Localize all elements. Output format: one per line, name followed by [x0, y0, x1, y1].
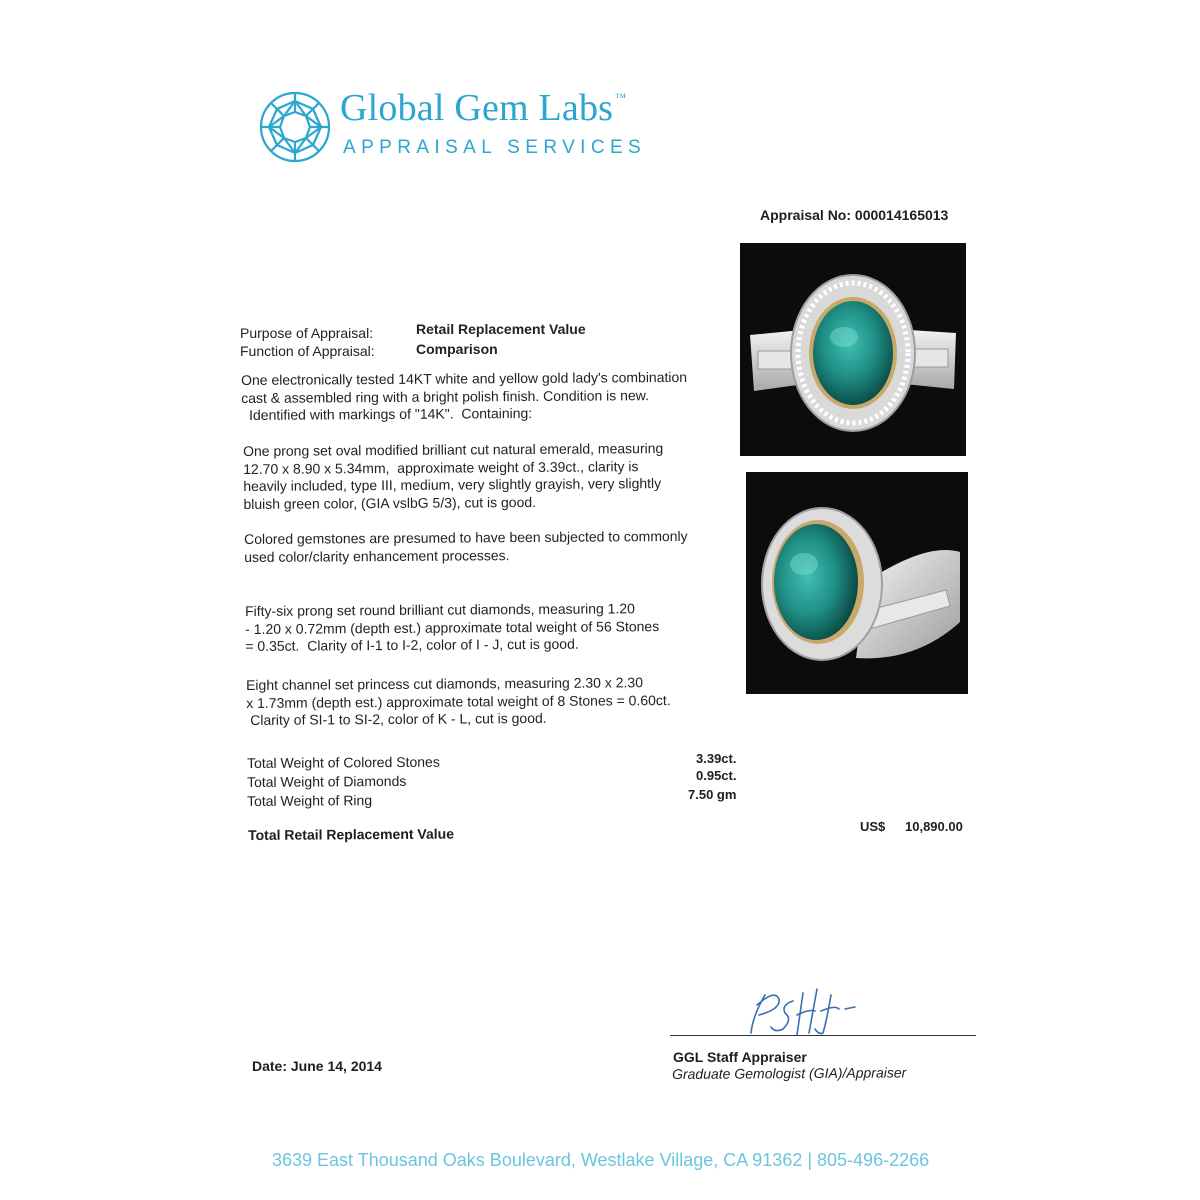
brilliant-diamond-icon	[258, 90, 332, 164]
brand-subtitle: APPRAISAL SERVICES	[343, 137, 647, 158]
signature-line	[670, 1035, 976, 1036]
footer-address: 3639 East Thousand Oaks Boulevard, Westlake Village, CA 91362 | 805-496-2266	[272, 1150, 930, 1170]
appraisal-date: Date: June 14, 2014	[252, 1058, 382, 1074]
appraiser-name: GGL Staff Appraiser	[673, 1049, 807, 1065]
total-ring-weight-label: Total Weight of Ring	[247, 792, 373, 809]
round-diamonds-description: Fifty-six prong set round brilliant cut diamonds, measuring 1.20 - 1.20 x 0.72mm (depth est.) approximate total weight of 56 Stones = 0.35ct. Clarity of I-1 to I-2, color of I - J, cut is good.	[245, 600, 660, 654]
currency: US$	[860, 819, 886, 834]
total-colored-weight-value: 3.39ct.	[696, 751, 737, 766]
function-value: Comparison	[416, 341, 498, 357]
emerald-ring-angle-photo	[746, 472, 968, 694]
total-colored-weight-label: Total Weight of Colored Stones	[247, 753, 440, 771]
retail-value: 10,890.00	[905, 819, 963, 834]
appraisal-number: Appraisal No: 000014165013	[760, 207, 949, 223]
purpose-label: Purpose of Appraisal:	[240, 325, 374, 341]
ring-description: One electronically tested 14KT white and yellow gold lady's combination cast & assembled ring with a bright polish finish. Condition is new. Identified with markings of "14K". Containing:	[241, 368, 688, 423]
purpose-value: Retail Replacement Value	[416, 321, 586, 337]
brand-name: Global Gem Labs ™	[340, 87, 627, 129]
retail-value-label: Total Retail Replacement Value	[248, 825, 455, 843]
total-diamond-weight-value: 0.95ct.	[696, 768, 737, 783]
emerald-ring-front-photo	[740, 243, 966, 456]
function-label: Function of Appraisal:	[240, 343, 375, 359]
total-diamond-weight-label: Total Weight of Diamonds	[247, 772, 407, 790]
appraiser-title: Graduate Gemologist (GIA)/Appraiser	[672, 1064, 907, 1082]
trademark-symbol: ™	[615, 92, 627, 104]
princess-diamonds-description: Eight channel set princess cut diamonds, measuring 2.30 x 2.30 x 1.73mm (depth est.) approximate total weight of 8 Stones = 0.60ct. Clarity of SI-1 to SI-2, color of K - L, cut is good.	[246, 674, 671, 728]
total-ring-weight-value: 7.50 gm	[688, 787, 737, 802]
emerald-description: One prong set oval modified brilliant cut natural emerald, measuring 12.70 x 8.90 x 5.34mm, approximate weight of 3.39ct., clarity is heavily included, type III, medium, very slightly grayish, very slightly bluish green color, (GIA vslbG 5/3), cut is good.	[243, 440, 664, 512]
treatment-disclosure: Colored gemstones are presumed to have been subjected to commonly used color/clarity enhancement processes.	[244, 527, 688, 565]
